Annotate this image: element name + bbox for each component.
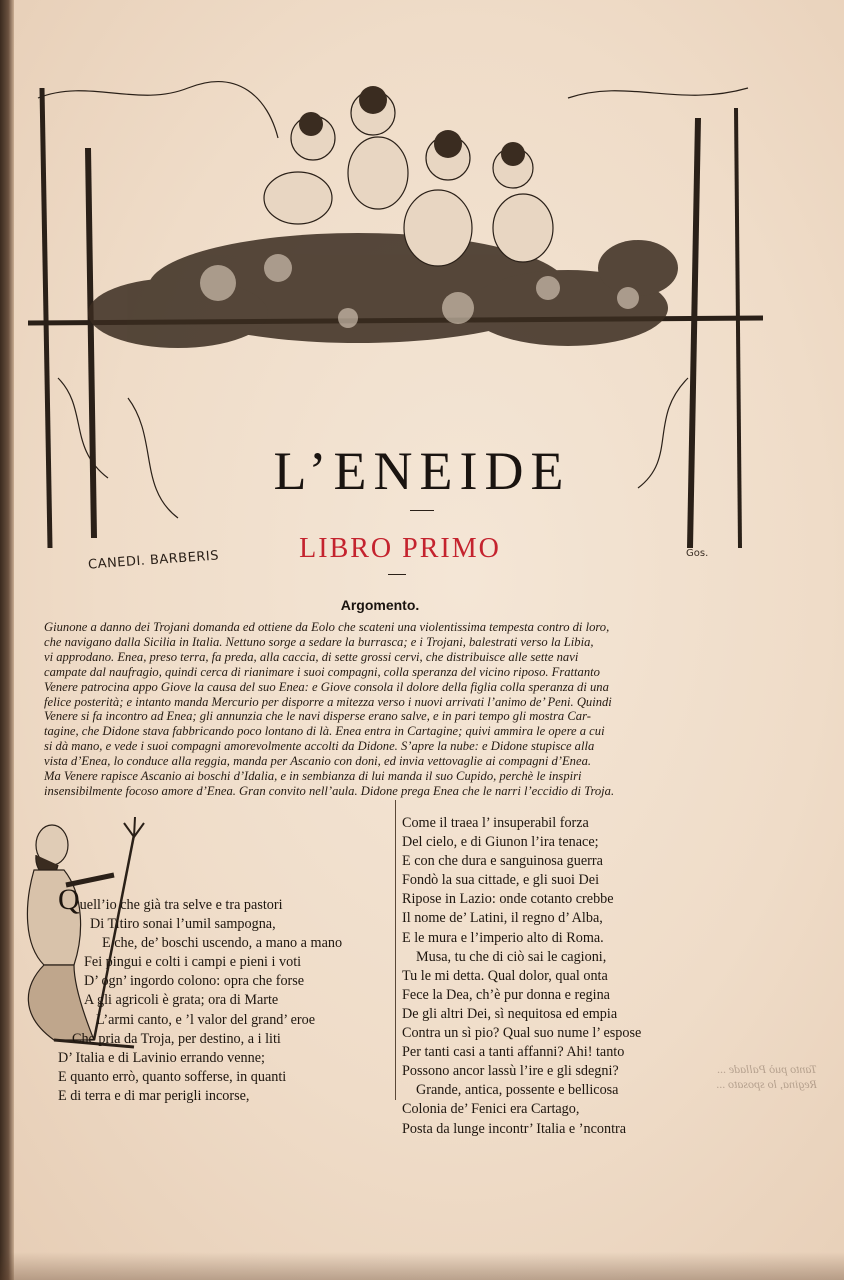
verse-line: Musa, tu che di ciò sai le cagioni, bbox=[416, 948, 607, 965]
verse-line: E che, de’ boschi uscendo, a mano a mano bbox=[102, 935, 343, 952]
verse-line: Del cielo, e di Giunon l’ira tenace; bbox=[402, 834, 599, 851]
bleed-through-text bbox=[716, 1062, 817, 1092]
argument-line: insensibilmente focoso amore d’Enea. Gran convito nell’aula. Didone prega Enea che le narri l’eccidio di Troja. bbox=[44, 783, 615, 798]
argument-line: Giunone a danno dei Trojani domanda ed ottiene da Eolo che scateni una violentissima tempesta contro di loro, bbox=[44, 620, 610, 634]
verse-line: A gli agricoli è grata; ora di Marte bbox=[84, 992, 279, 1009]
verse-line: E quanto errò, quanto sofferse, in quanti bbox=[58, 1068, 287, 1085]
dropcap-letter: Q bbox=[58, 883, 80, 916]
verse-line: Di Titiro sonai l’umil sampogna, bbox=[90, 916, 276, 933]
verse-line: Quell’io che già tra selve e tra pastori bbox=[58, 883, 283, 916]
verse-line: Colonia de’ Fenici era Cartago, bbox=[402, 1101, 580, 1118]
verse-line: Grande, antica, possente e bellicosa bbox=[416, 1082, 619, 1099]
argument-line: che navigano dalla Sicilia in Italia. Nettuno sorge a sedare la burrasca; e i Trojani, balestrati verso la Libia, bbox=[44, 634, 594, 649]
bleed-through-line: Tanto può Pallade ... bbox=[716, 1062, 817, 1076]
verse-line: E le mura e l’imperio alto di Roma. bbox=[402, 929, 604, 946]
argument-line: Venere si fa incontro ad Enea; gli annunzia che le navi disperse erano salve, e in pari tempo gli mostra Car- bbox=[44, 709, 591, 724]
verse-line: Contra un sì pio? Qual suo nume l’ espose bbox=[402, 1025, 642, 1042]
argument-line: vi approdano. Enea, preso terra, fa preda, alla caccia, di sette grossi cervi, che distribuisce alle sette navi bbox=[44, 649, 579, 664]
poem-left-column bbox=[58, 883, 378, 1106]
argument-line: si dà mano, e vede i suoi compagni amorevolmente accolti da Didone. S’apre la nube: e Didone stupisce alla bbox=[44, 739, 595, 754]
verse-line: Come il traea l’ insuperabil forza bbox=[402, 815, 589, 831]
argument-heading: Argomento. bbox=[340, 597, 420, 613]
verse-line: Fei pingui e colti i campi e pieni i voti bbox=[84, 954, 302, 971]
poem-right-column bbox=[402, 814, 742, 1139]
title-rule bbox=[410, 510, 434, 511]
verse-line: Il nome de’ Latini, il regno d’ Alba, bbox=[402, 910, 603, 927]
argument-line: tagine, che Didone stava fabbricando poco lontano di là. Enea entra in Cartagine; quivi ammira le opere a cui bbox=[44, 724, 605, 739]
verse-line: D’ Italia e di Lavinio errando venne; bbox=[58, 1049, 265, 1066]
verse-line: E di terra e di mar perigli incorse, bbox=[58, 1087, 250, 1104]
argument-line: felice posterità; e intanto manda Mercurio per disporre a mitezza verso i nuovi arrivati l’animo de’ Peni. Quindi bbox=[44, 694, 612, 709]
verse-line: Posta da lunge incontr’ Italia e ’ncontra bbox=[402, 1120, 627, 1137]
verse-line: Possono ancor lassù l’ire e gli sdegni? bbox=[402, 1063, 619, 1080]
verse-line: De gli altri Dei, sì nequitosa ed empia bbox=[402, 1005, 618, 1022]
subtitle-rule bbox=[388, 574, 406, 575]
verse-line: Per tanti casi a tanti affanni? Ahi! tanto bbox=[402, 1044, 625, 1061]
verse-line: E con che dura e sanguinosa guerra bbox=[402, 853, 603, 870]
argument-line: campate dal naufragio, quindi cerca di rianimare i suoi compagni, colla speranza del vicino riposo. Frattanto bbox=[44, 664, 600, 679]
book-subtitle: LIBRO PRIMO bbox=[299, 533, 501, 564]
verse-line: Fondò la sua cittade, e gli suoi Dei bbox=[402, 872, 600, 889]
argument-line: Ma Venere rapisce Ascanio ai boschi d’Idalia, e in sembianza di lui manda il suo Cupido, perchè le inspiri bbox=[44, 769, 582, 784]
engraver-signature-right: Gos. bbox=[686, 548, 709, 559]
argument-line: vista d’Enea, lo conduce alla reggia, manda per Ascanio con doni, ed invia vettovaglie ai compagni d’Enea. bbox=[44, 754, 592, 769]
engraver-signature: CANEDI. BARBERIS bbox=[87, 548, 220, 573]
verse-line: D’ ogn’ ingordo colono: opra che forse bbox=[84, 973, 305, 990]
page-bottom-shadow bbox=[0, 1252, 844, 1280]
verse-line: L’armi canto, e ’l valor del grand’ eroe bbox=[96, 1011, 316, 1028]
verse-line: Che pria da Troja, per destino, a i liti bbox=[72, 1030, 281, 1047]
argument-line: Venere patrocina appo Giove la causa del suo Enea: e Giove consola il dolore della figlia colla speranza di una bbox=[44, 679, 609, 694]
book-spine bbox=[0, 0, 14, 1280]
argument-text bbox=[44, 620, 760, 799]
column-divider bbox=[395, 800, 396, 1100]
cherubs-garland-engraving-icon bbox=[28, 78, 768, 578]
verse-line: Fece la Dea, ch’è pur donna e regina bbox=[402, 986, 610, 1003]
verse-line: Tu le mi detta. Qual dolor, qual onta bbox=[402, 967, 608, 984]
bleed-through-line: Regina, lo sposato ... bbox=[716, 1077, 817, 1091]
page-title: L’ENEIDE bbox=[273, 441, 571, 501]
verse-line: Ripose in Lazio: onde cotanto crebbe bbox=[402, 891, 614, 908]
